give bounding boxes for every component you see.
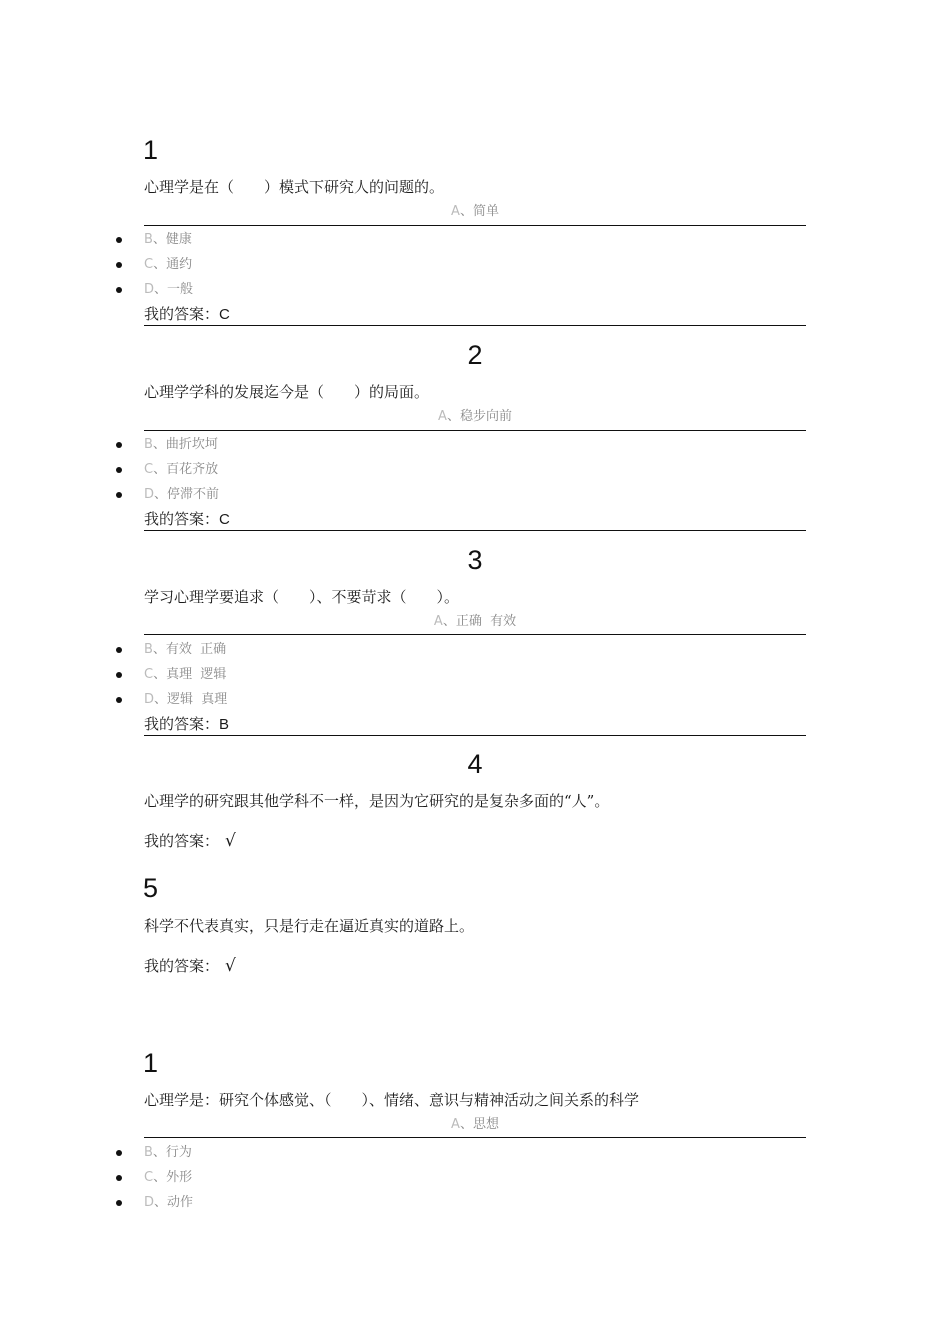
divider [144,225,806,226]
option-a: A、正确 有效 [433,614,517,629]
bullet-icon [116,697,122,703]
option-a: A、稳步向前 [438,409,512,424]
my-answer: 我的答案： √ [144,956,236,976]
bullet-icon [116,1150,122,1156]
my-answer: 我的答案：B [144,715,230,733]
question-number: 1 [143,1048,159,1078]
bullet-icon [116,1200,122,1206]
bullet-icon [116,647,122,653]
option-b: B、行为 [144,1145,192,1160]
divider [144,735,806,736]
option-d: D、动作 [144,1195,194,1210]
question-stem: 学习心理学要追求（ ）、不要苛求（ ）。 [144,588,460,606]
divider [144,530,806,531]
divider [144,430,806,431]
bullet-icon [116,467,122,473]
bullet-icon [116,672,122,678]
option-b: B、曲折坎坷 [144,437,218,452]
question-stem: 心理学是：研究个体感觉、（ ）、情绪、意识与精神活动之间关系的科学 [144,1091,640,1109]
option-c: C、外形 [144,1170,193,1185]
option-a: A、思想 [451,1117,499,1132]
divider [144,325,806,326]
my-answer: 我的答案：C [144,510,230,528]
question-stem: 科学不代表真实，只是行走在逼近真实的道路上。 [144,917,475,935]
bullet-icon [116,1175,122,1181]
option-c: C、百花齐放 [144,462,219,477]
bullet-icon [116,237,122,243]
option-d: D、停滞不前 [144,487,220,502]
option-c: C、通约 [144,257,193,272]
option-b: B、有效 正确 [144,642,227,657]
option-a: A、简单 [451,204,499,219]
bullet-icon [116,492,122,498]
bullet-icon [116,287,122,293]
question-number: 2 [467,340,483,370]
question-number: 1 [143,135,159,165]
check-mark: √ [225,956,236,976]
divider [144,634,806,635]
option-d: D、一般 [144,282,194,297]
my-answer: 我的答案：C [144,305,230,323]
question-stem: 心理学的研究跟其他学科不一样，是因为它研究的是复杂多面的“人”。 [144,792,610,810]
bullet-icon [116,262,122,268]
question-stem: 心理学学科的发展迄今是（ ）的局面。 [144,383,430,401]
option-b: B、健康 [144,232,192,247]
option-d: D、逻辑 真理 [144,692,228,707]
question-number: 4 [467,749,483,779]
divider [144,1137,806,1138]
question-number: 5 [143,873,159,903]
question-stem: 心理学是在（ ）模式下研究人的问题的。 [144,178,445,196]
my-answer: 我的答案： √ [144,831,236,851]
question-number: 3 [467,545,483,575]
option-c: C、真理 逻辑 [144,667,227,682]
bullet-icon [116,442,122,448]
check-mark: √ [225,831,236,851]
